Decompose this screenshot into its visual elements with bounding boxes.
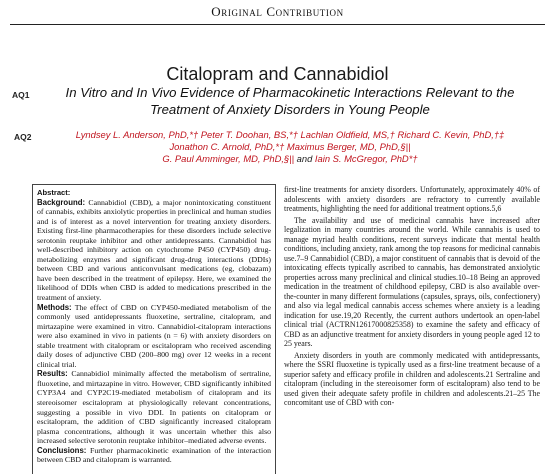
abstract-background-label: Background: [37, 197, 86, 207]
body-paragraph: first-line treatments for anxiety disorders. Unfortunately, approximately 40% of adolescents with anxiety disorders are refractory to currently available treatments, highlighting the need for additional treatment options.5,6 [284, 185, 540, 213]
query-label-aq1: AQ1 [12, 90, 30, 100]
author-name[interactable]: Richard C. Kevin, PhD,†‡ [397, 129, 505, 140]
article-subtitle: In Vitro and In Vivo Evidence of Pharmacokinetic Interactions Relevant to the Treatment of Anxiety Disorders in Young People [65, 85, 515, 117]
body-paragraph: The availability and use of medicinal cannabis have increased after legalization in many countries around the world. While cannabis is used to manage myriad health conditions, recent surveys indicate that mental health conditions, including anxiety, rank among the top reasons for medicinal cannabis use.7–9 Cannabidiol (CBD), a major constituent of cannabis that is devoid of the intoxicating effects typically ascribed to cannabis, has demonstrated anxiolytic properties across many preclinical and clinical studies.10–18 Being an approved medication in the treatment of childhood epilepsy, CBD is also available over-the-counter in many different formulations (capsules, sprays, oils, confectionery) and also via legal medical cannabis access schemes where anxiety is a leading indication for use.19,20 Recently, the current authors undertook an open-label clinical trial (ACTRN12617000825358) to examine the safety and efficacy of CBD as an adjunctive treatment for anxiety disorders in young people aged 12 to 25 years. [284, 215, 540, 348]
abstract-heading: Abstract: [37, 188, 71, 197]
author-name[interactable]: Jonathon C. Arnold, PhD,*† [169, 141, 285, 152]
abstract-box [32, 184, 276, 474]
abstract-methods-text: The effect of CBD on CYP450-mediated metabolism of the commonly used antidepressants fluoxetine, sertraline, citalopram, and mirtazapine were examined in vitro. Cannabidiol-citalopram interactions were also examined in vivo in patients (n = 6) with anxiety disorders on stable treatment with citalopram or escitalopram who received ascending daily doses of adjunctive CBD (200–800 mg) over 12 weeks in a recent clinical trial. [37, 302, 272, 369]
abstract-methods [37, 303, 271, 370]
author-name[interactable]: Lyndsey L. Anderson, PhD,*† [75, 129, 199, 140]
query-label-aq2: AQ2 [14, 132, 32, 142]
body-paragraph: Anxiety disorders in youth are commonly medicated with antidepressants, where the SSRI fluoxetine is typically used as a first-line treatment because of a superior safety and efficacy profile in children and adolescents.21 Sertraline and citalopram (including in the stereoisomer form of escitalopram) also tend to be used given their adequate safety profile in children and adolescents.21–25 The concomitant use of CBD with con- [284, 350, 540, 407]
abstract-methods-label: Methods: [37, 302, 72, 312]
article-title: Citalopram and Cannabidiol [166, 64, 389, 84]
header-rule [10, 24, 545, 25]
author-name[interactable]: Lachlan Oldfield, MS,† [300, 129, 395, 140]
abstract-results-label: Results: [37, 369, 68, 379]
author-name[interactable]: Maximus Berger, MD, PhD,§|| [286, 141, 411, 152]
author-name[interactable]: G. Paul Amminger, MD, PhD,§|| [162, 153, 295, 164]
abstract-results-text: Cannabidiol minimally affected the metabolism of sertraline, fluoxetine, and mirtazapine in vitro. However, CBD significantly inhibited CYP3A4 and CYP2C19-mediated metabolism of citalopram and its stereoisomer escitalopram at physiologically relevant concentrations, suggesting a possible in vivo DDI. In patients on citalopram or escitalopram, the addition of CBD significantly increased citalopram plasma concentrations, although it was uncertain whether this also increased selective serotonin reuptake inhibitor–mediated adverse events. [37, 369, 271, 446]
section-header: Original Contribution [211, 4, 344, 19]
author-name[interactable]: Iain S. McGregor, PhD*† [314, 153, 418, 164]
author-list [42, 129, 538, 165]
abstract-background-text: Cannabidiol (CBD), a major nonintoxicating constituent of cannabis, exhibits anxiolytic properties in preclinical and human studies and is of interest as a novel intervention for treating anxiety disorders. Existing first-line pharmacotherapies for these disorders include selective serotonin reuptake inhibitor and other antidepressants. Cannabidiol has well-described inhibitory action on cytochrome P450 (CYP450) drug-metabolizing enzymes and significant drug-drug interactions (DDIs) between CBD and various anticonvulsant medications (eg, clobazam) have been described in the treatment of epilepsy. Here, we examined the likelihood of DDIs when CBD is added to medications prescribed in the treatment of anxiety. [37, 197, 271, 303]
author-name[interactable]: Peter T. Doohan, BS,*† [200, 129, 298, 140]
abstract-background [37, 198, 271, 303]
abstract-conclusions [37, 446, 271, 465]
abstract-results [37, 369, 271, 445]
abstract-conclusions-label: Conclusions: [37, 445, 87, 455]
body-text-column [284, 185, 540, 465]
author-separator: and [294, 153, 315, 164]
abstract-conclusions-text: Further pharmacokinetic examination of the interaction between CBD and citalopram is warranted. [37, 445, 271, 465]
